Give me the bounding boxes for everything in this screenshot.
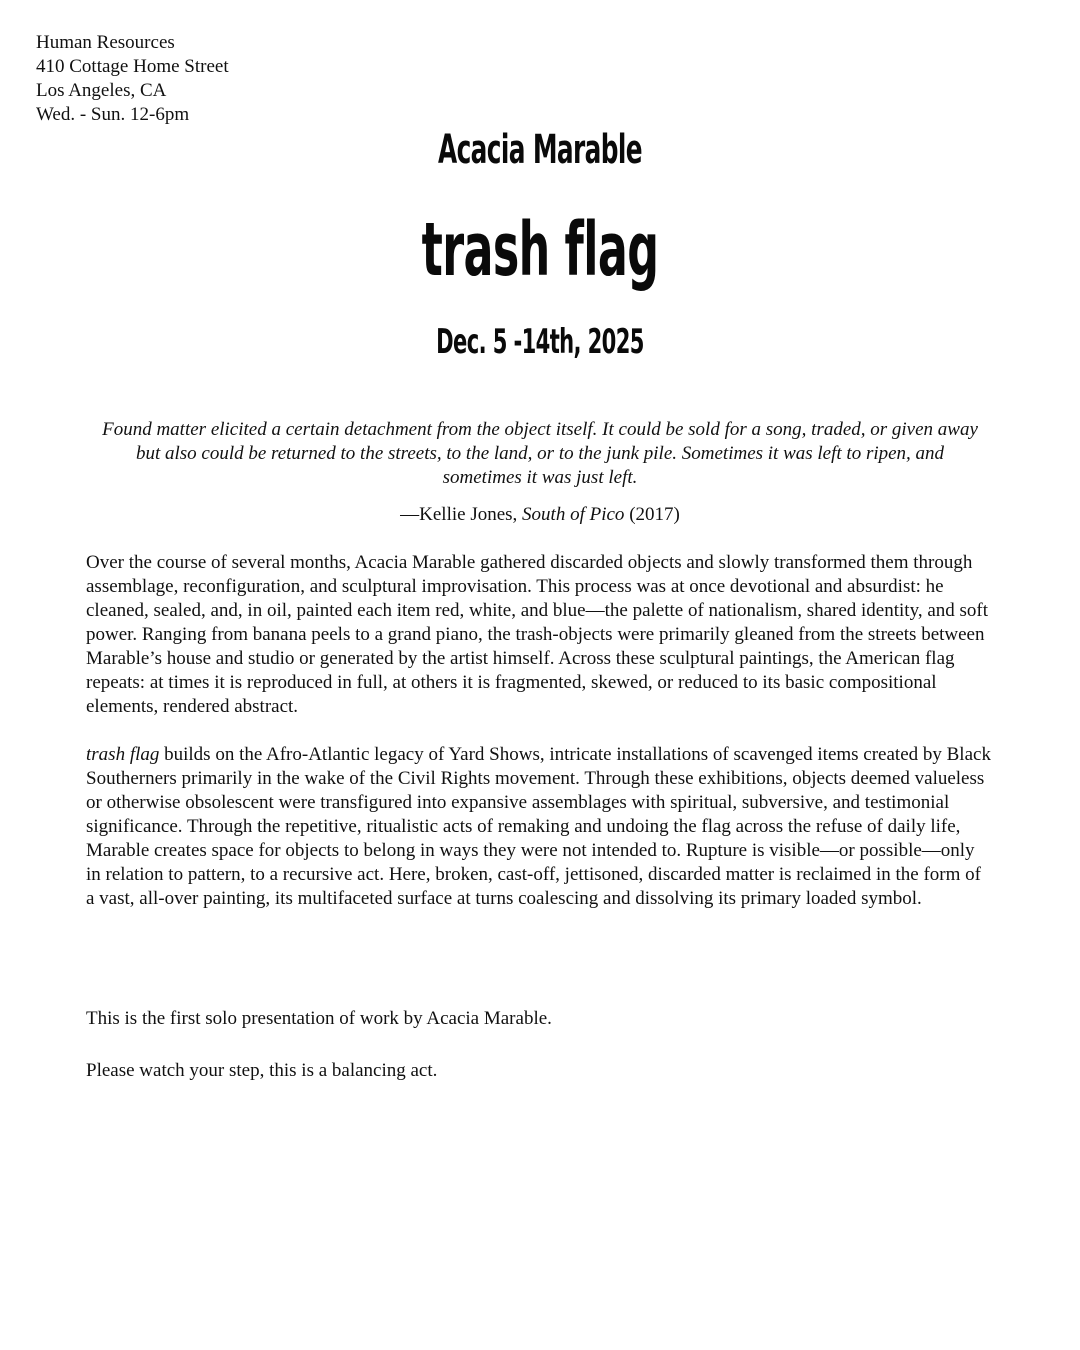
venue-address (36, 31, 229, 127)
paragraph-2-lead-title: trash flag (86, 744, 160, 765)
venue-city: Los Angeles, CA (36, 80, 167, 101)
closing-line-2: Please watch your step, this is a balancing act. (86, 1060, 438, 1081)
closing-line-1: This is the first solo presentation of work by Acacia Marable. (86, 1008, 552, 1029)
exhibition-dates: Dec. 5 -14th, 2025 (436, 322, 644, 362)
epigraph-attribution (0, 503, 1080, 527)
body-paragraph-1: Over the course of several months, Acacia Marable gathered discarded objects and slowly transformed them through assemblage, reconfiguration, and sculptural improvisation. This process was at once devotional and absurdist: he cleaned, sealed, and, in oil, painted each item red, white, and blue—the palette of nationalism, shared identity, and soft power. Ranging from banana peels to a grand piano, the trash-objects were primarily gleaned from the streets between Marable’s house and studio or generated by the artist himself. Across these sculptural paintings, the American flag repeats: at times it is reproduced in full, at others it is fragmented, skewed, or reduced to its basic compositional elements, rendered abstract. (86, 552, 989, 717)
exhibition-title: trash flag (421, 207, 659, 293)
epigraph-book: South of Pico (522, 504, 625, 525)
venue-street: 410 Cottage Home Street (36, 56, 229, 77)
body-paragraph-2 (86, 743, 994, 911)
epigraph-quote: Found matter elicited a certain detachment from the object itself. It could be sold for a song, traded, or given away but also could be returned to the streets, to the land, or to the junk pile. Sometimes it was left to ripen, and sometimes it was just left. (102, 419, 978, 488)
venue-hours: Wed. - Sun. 12-6pm (36, 104, 190, 125)
epigraph-year: (2017) (624, 504, 680, 525)
artist-name: Acacia Marable (438, 127, 642, 173)
epigraph-author: —Kellie Jones, (400, 504, 523, 525)
venue-name: Human Resources (36, 32, 175, 53)
paragraph-2-text: builds on the Afro-Atlantic legacy of Yard Shows, intricate installations of scavenged items created by Black Southerners primarily in the wake of the Civil Rights movement. Through these exhibitions, objects deemed valueless or otherwise obsolescent were transfigured into expansive assemblages with spiritual, subversive, and testimonial significance. Through the repetitive, ritualistic acts of remaking and undoing the flag across the refuse of daily life, Marable creates space for objects to belong in ways they were not intended to. Rupture is visible—or possible—only in relation to pattern, to a recursive act. Here, broken, cast-off, jettisoned, discarded matter is reclaimed in the form of a vast, all-over painting, its multifaceted surface at turns coalescing and dissolving its primary loaded symbol. (86, 744, 991, 909)
